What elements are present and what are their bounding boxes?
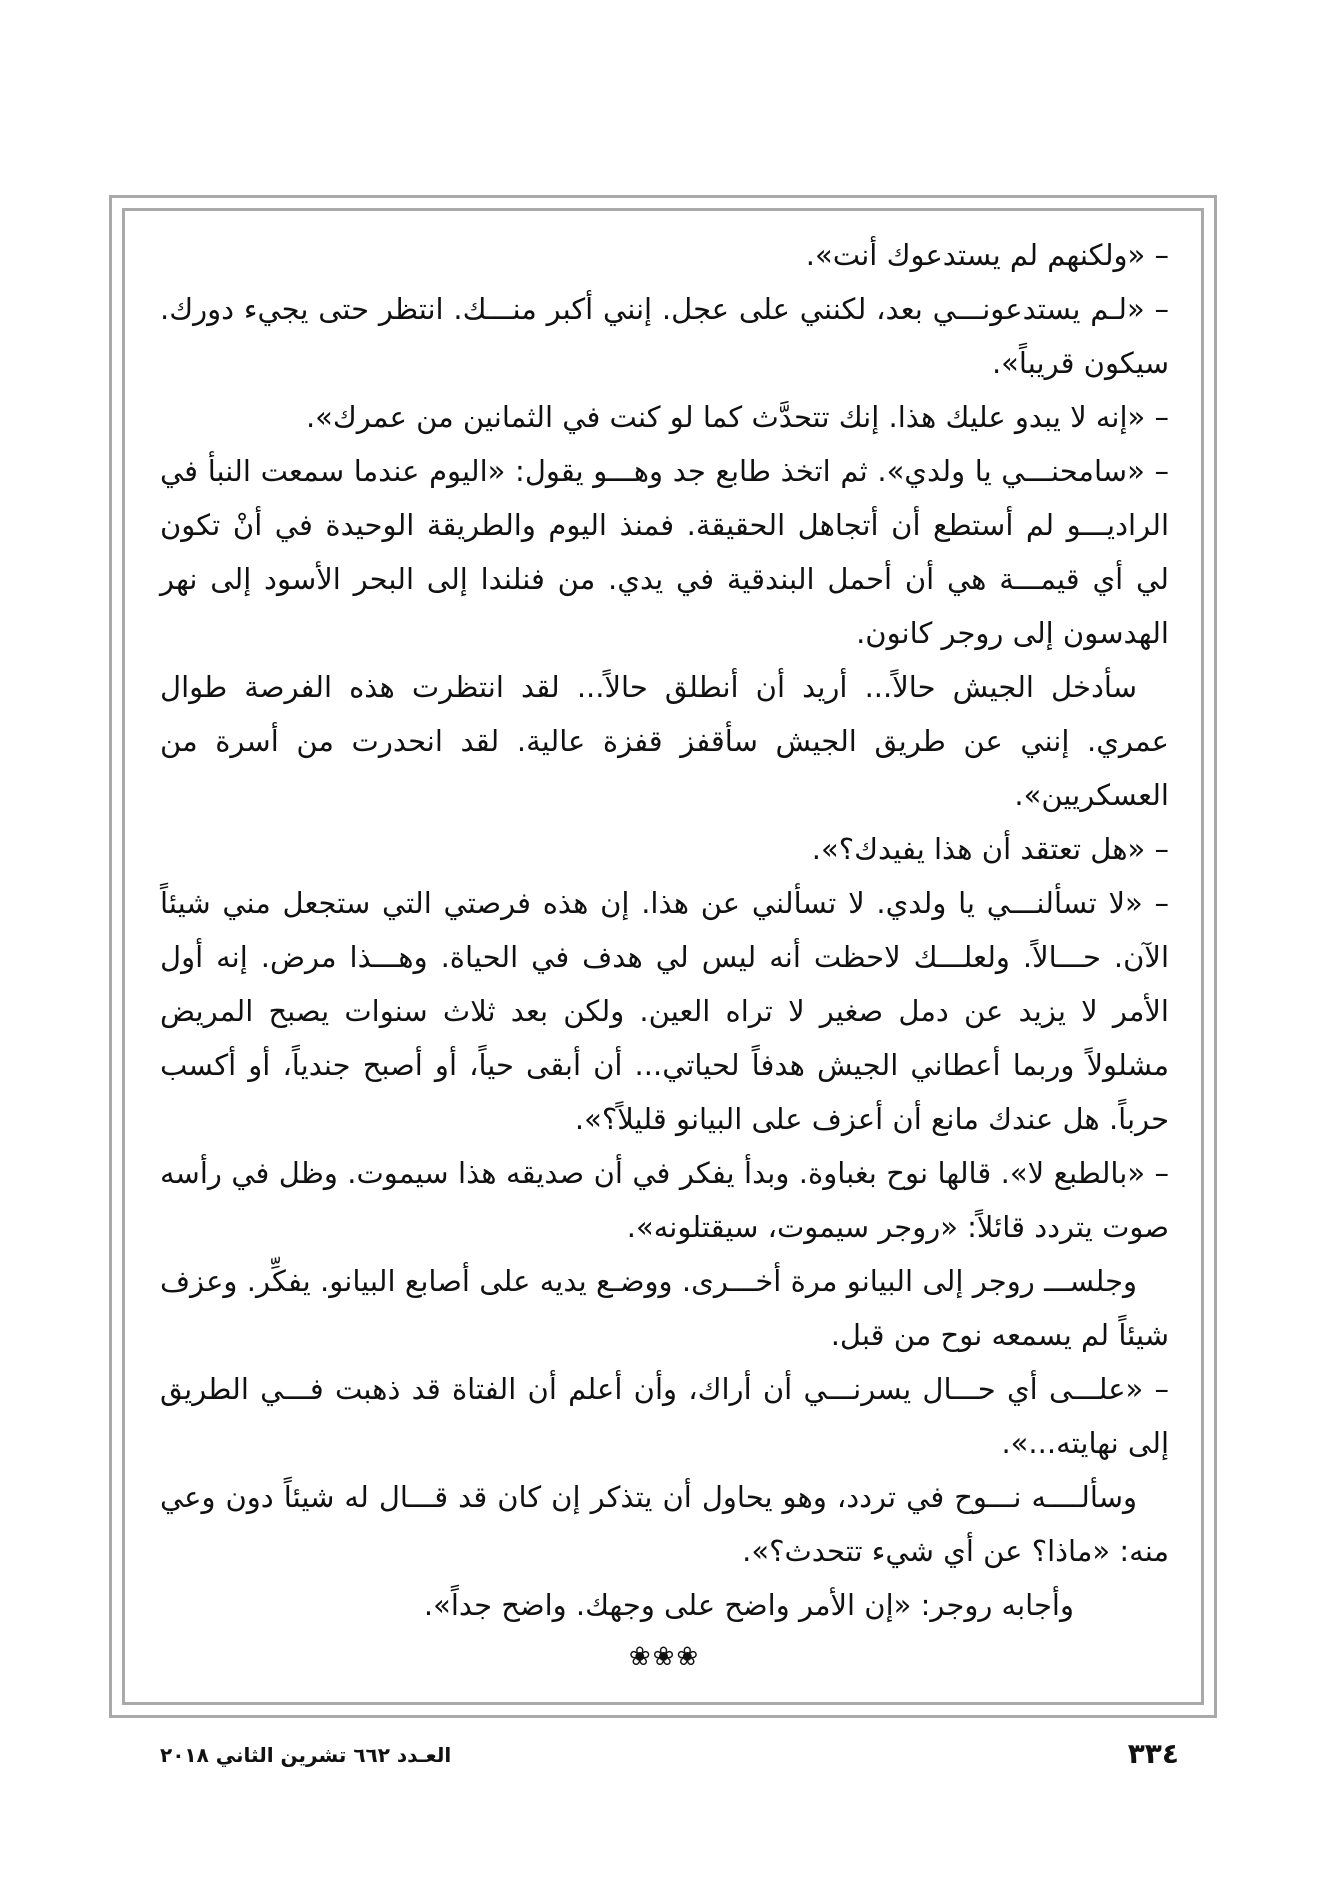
paragraph: – «إنه لا يبدو عليك هذا. إنك تتحدَّث كما لو كنت في الثمانين من عمرك». xyxy=(305,400,1169,434)
article-body xyxy=(160,228,1169,1682)
paragraph: وأجابه روجر: «إن الأمر واضح على وجهك. واضح جداً». xyxy=(423,1588,1074,1622)
paragraph: – «لا تسألنـــي يا ولدي. لا تسألني عن هذا. إن هذه فرصتي التي ستجعل مني شيئاً الآن. حـــالاً. ولعلـــك لاحظت أنه ليس لي هدف في الحياة. وهـــذا مرض. إنه أول الأمر لا يزيد عن دمل صغير لا تراه العين. ولكن بعد ثلاث سنوات يصبح المريض مشلولاً وربما أعطاني الجيش هدفاً لحياتي... أن أبقى حياً، أو أصبح جندياً، أو أكسب حرباً. هل عندك مانع أن أعزف على البيانو قليلاً؟». xyxy=(160,886,1169,1136)
paragraph: – «هل تعتقد أن هذا يفيدك؟». xyxy=(811,832,1169,866)
paragraph: – «ولكنهم لم يستدعوك أنت». xyxy=(805,238,1169,272)
page-number: ٣٣٤ xyxy=(1127,1737,1179,1770)
paragraph: وسألــــه نـــوح في تردد، وهو يحاول أن يتذكر إن كان قد قـــال له شيئاً دون وعي منه: «ماذا؟ عن أي شيء تتحدث؟». xyxy=(160,1480,1169,1568)
issue-info: العـدد ٦٦٢ تشرين الثاني ٢٠١٨ xyxy=(160,1743,452,1767)
paragraph: – «بالطبع لا». قالها نوح بغباوة. وبدأ يفكر في أن صديقه هذا سيموت. وظل في رأسه صوت يتردد قائلاً: «روجر سيموت، سيقتلونه». xyxy=(160,1156,1169,1244)
page-footer xyxy=(160,1737,1179,1771)
paragraph: – «سامحنـــي يا ولدي». ثم اتخذ طابع جد وهـــو يقول: «اليوم عندما سمعت النبأ في الراديـــو لم أستطع أن أتجاهل الحقيقة. فمنذ اليوم والطريقة الوحيدة في أنْ تكون لي أي قيمـــة هي أن أحمل البندقية في يدي. من فنلندا إلى البحر الأسود إلى نهر الهدسون إلى روجر كانون. xyxy=(160,454,1169,650)
section-ornament: ❀❀❀ xyxy=(628,1642,701,1672)
paragraph: – «علـــى أي حـــال يسرنـــي أن أراك، وأن أعلم أن الفتاة قد ذهبت فـــي الطريق إلى نهايته...». xyxy=(160,1372,1169,1460)
paragraph: وجلســـ روجر إلى البيانو مرة أخـــرى. ووضـع يديه على أصابع البيانو. يفكِّر. وعزف شيئاً لم يسمعه نوح من قبل. xyxy=(160,1264,1169,1352)
paragraph: – «لـم يستدعونـــي بعد، لكنني على عجل. إنني أكبر منـــك. انتظر حتى يجيء دورك. سيكون قريباً». xyxy=(160,292,1169,380)
paragraph: سأدخل الجيش حالاً... أريد أن أنطلق حالاً... لقد انتظرت هذه الفرصة طوال عمري. إنني عن طريق الجيش سأقفز قفزة عالية. لقد انحدرت من أسرة من العسكريين». xyxy=(160,670,1169,812)
